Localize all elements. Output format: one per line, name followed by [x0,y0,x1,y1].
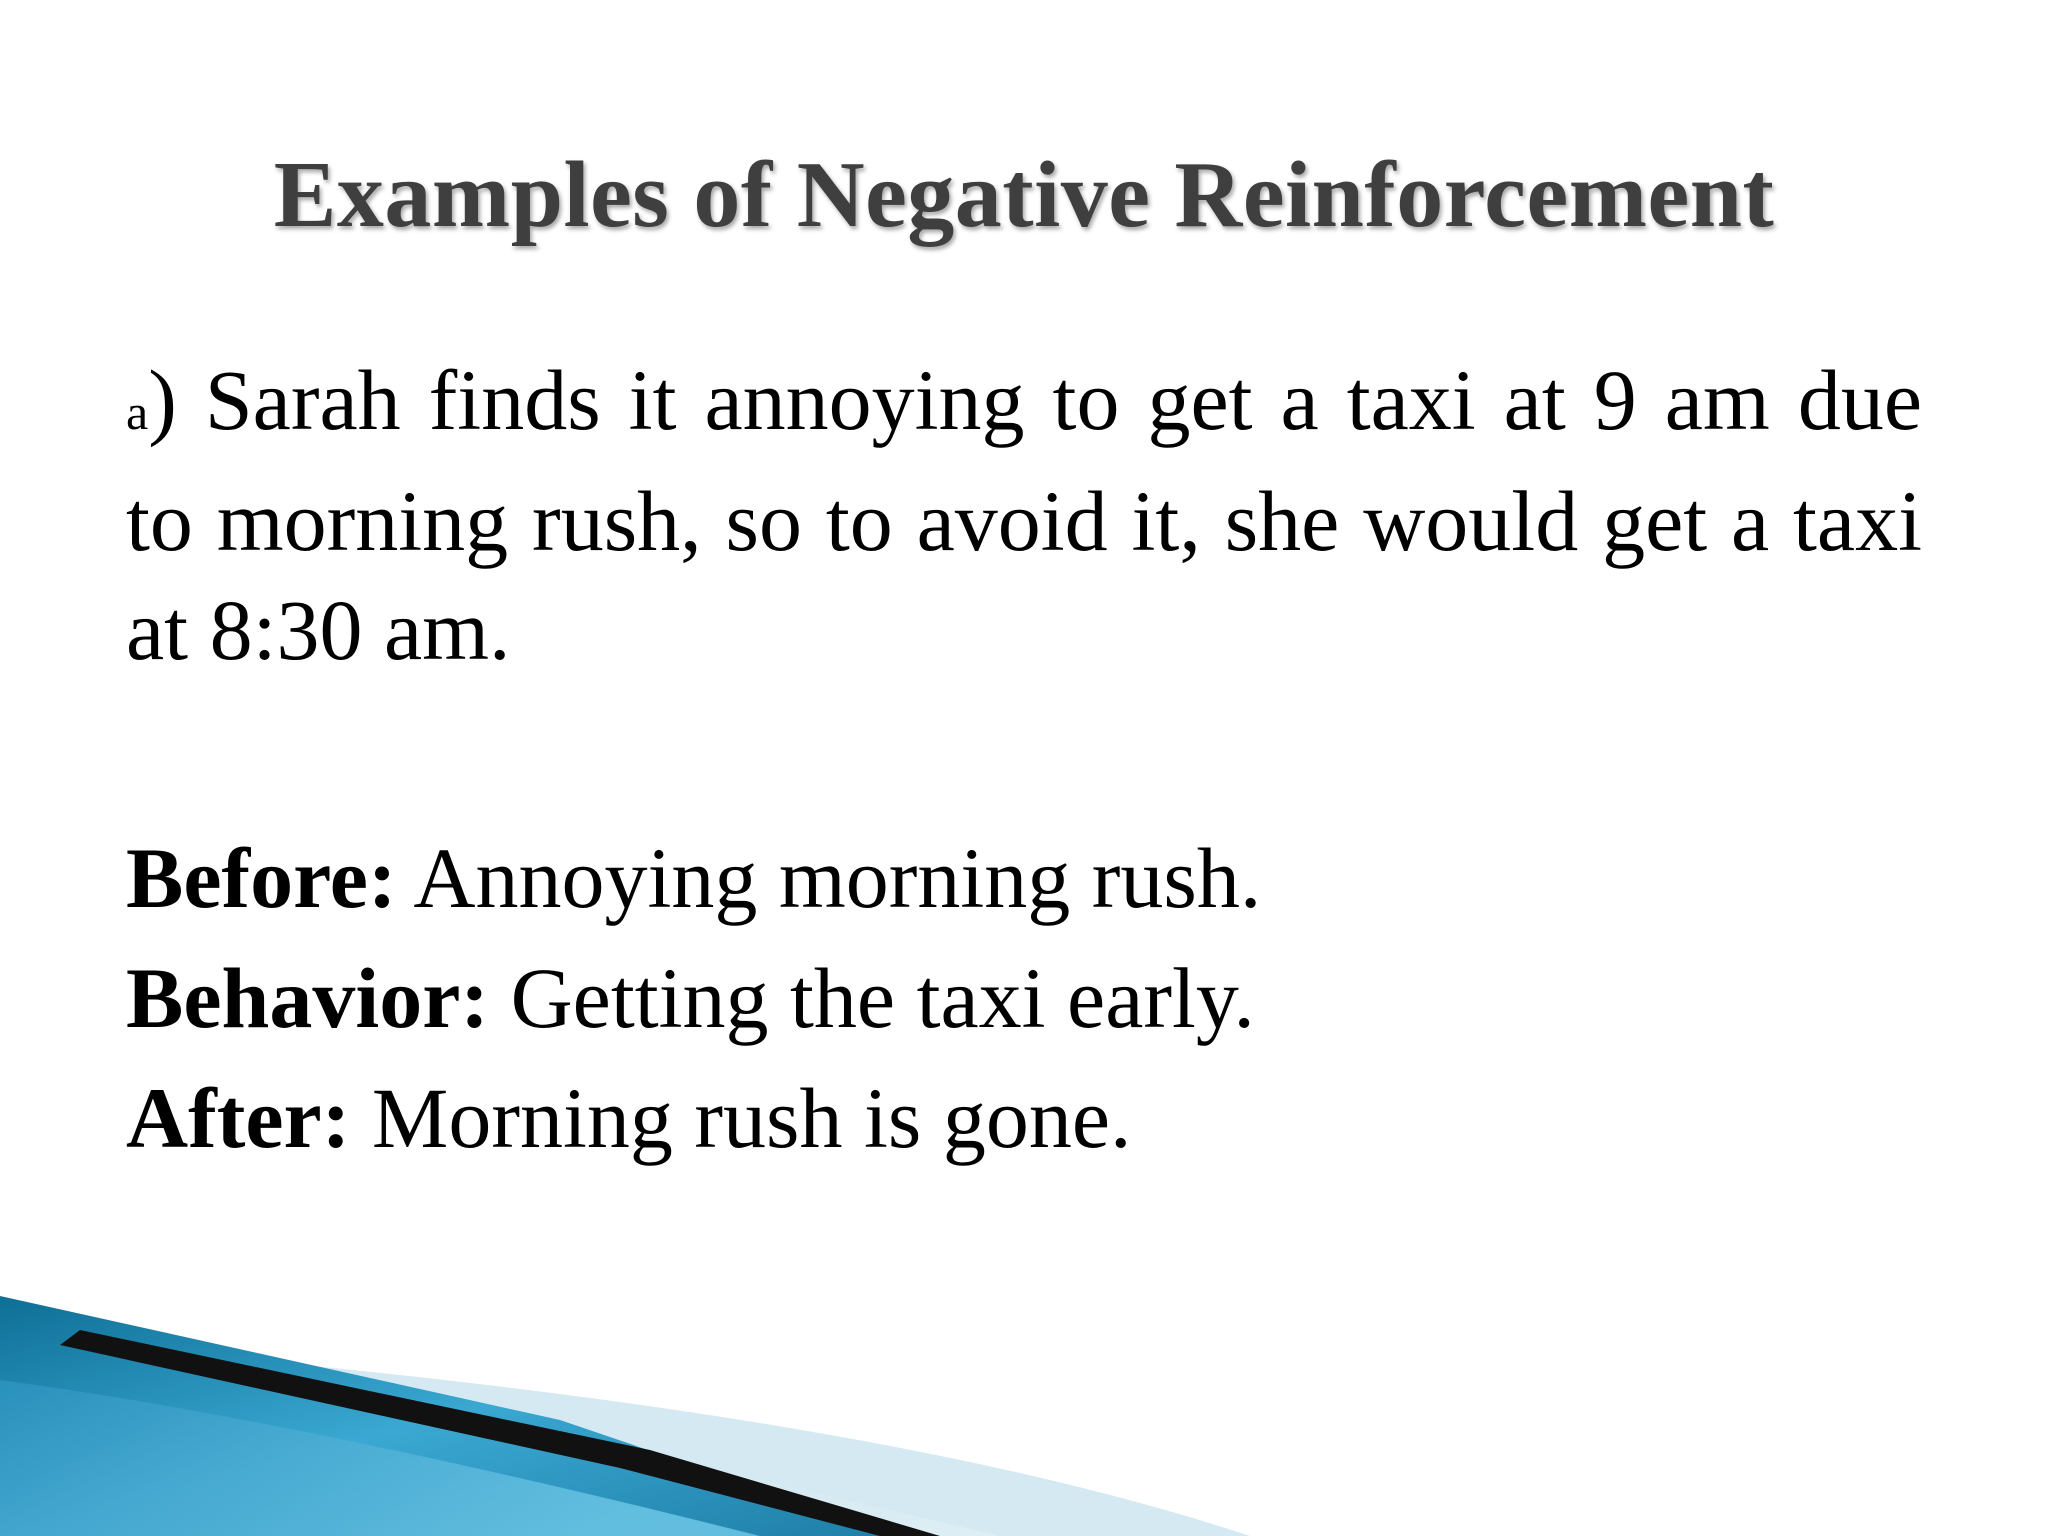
blue-wedge [0,1296,900,1536]
slide-title: Examples of Negative Reinforcement [273,143,1775,247]
abc-row-behavior [126,938,1922,1058]
behavior-text: Getting the taxi early. [489,950,1255,1046]
pale-blue-wedge [0,1330,1200,1536]
before-text: Annoying morning rush. [396,830,1262,926]
example-paragraph [126,346,1922,685]
example-text: ) Sarah finds it annoying to get a taxi at 9 am due to morning rush, so to avoid it, she would get a taxi at 8:30 am. [126,352,1922,678]
after-label: After: [126,1070,351,1166]
behavior-label: Behavior: [126,950,490,1046]
abc-row-before [126,818,1922,938]
after-text: Morning rush is gone. [350,1070,1132,1166]
abc-list [126,818,1922,1178]
dark-stripe [60,1330,940,1536]
abc-row-after [126,1058,1922,1178]
light-blue-sweep [0,1380,760,1536]
example-marker: a [126,384,149,440]
pale-blue-band [250,1360,1250,1536]
before-label: Before: [126,830,397,926]
